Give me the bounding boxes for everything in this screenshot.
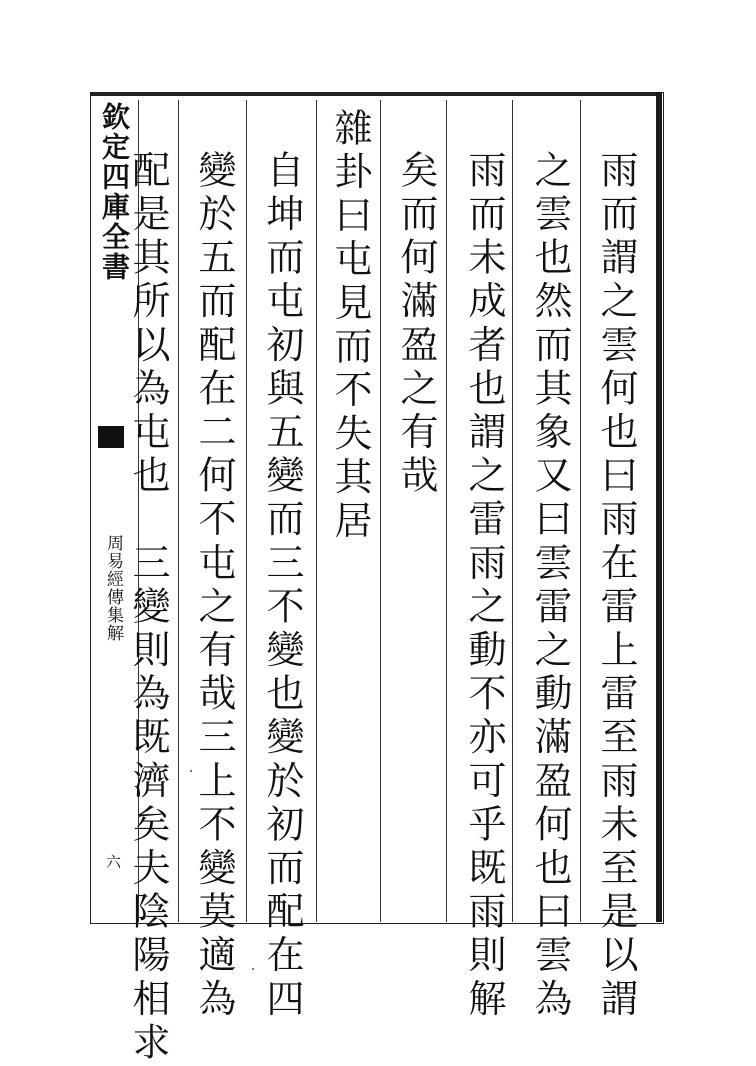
ink-speck (252, 968, 254, 970)
column-divider (580, 100, 581, 922)
column-divider (246, 100, 247, 922)
ink-speck (190, 770, 192, 772)
column-divider (446, 100, 447, 922)
text-column-4: 矣而何滿盈之有哉 (394, 150, 438, 499)
text-column-2: 之雲也然而其象又曰雲雷之動滿盈何也曰雲為 (528, 150, 572, 1022)
library-title: 欽定四庫全書 (98, 102, 131, 282)
text-column-1: 雨而謂之雲何也曰雨在雷上雷至雨未至是以謂 (594, 150, 638, 1022)
right-border (656, 92, 662, 922)
column-divider (380, 100, 381, 922)
column-divider (316, 100, 317, 922)
text-column-5: 雜卦曰屯見而不失其居 (328, 108, 372, 544)
text-column-6: 自坤而屯初與五變而三不變也變於初而配在四 (260, 150, 304, 1022)
text-column-3: 雨而未成者也謂之雷雨之動不亦可乎既雨則解 (462, 150, 506, 1022)
text-column-7: 變於五而配在二何不屯之有哉三上不變莫適為 (192, 150, 236, 1022)
page-number: 六 (104, 854, 122, 869)
text-column-8: 配是其所以為屯也 三變則為既濟矣夫陰陽相求 (126, 150, 170, 1066)
column-divider (512, 100, 513, 922)
book-title: 周易經傳集解 (103, 534, 123, 642)
column-divider (178, 100, 179, 922)
